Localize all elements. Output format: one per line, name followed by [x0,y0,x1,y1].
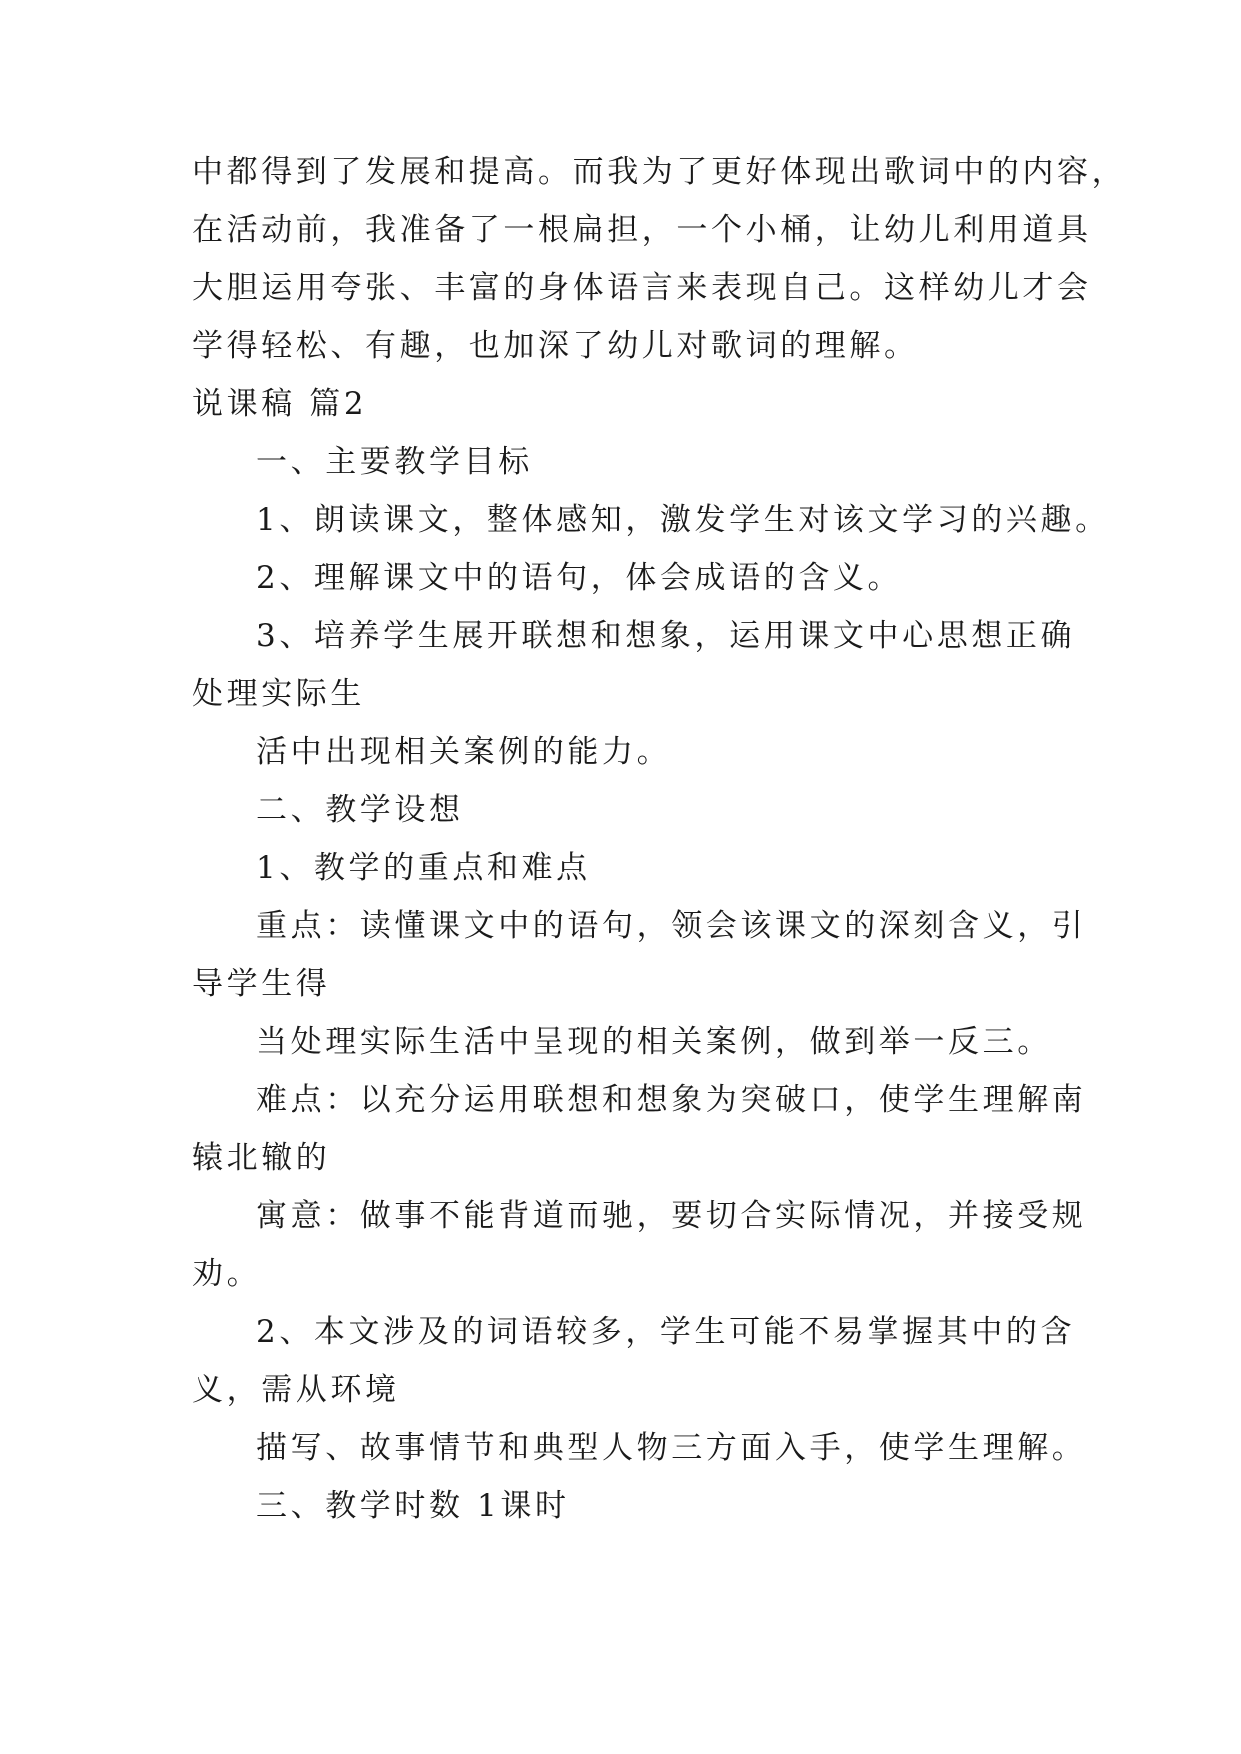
text-line: 劝。 [192,1256,262,1292]
text-line: 寓意：做事不能背道而驰，要切合实际情况，并接受规 [256,1198,1087,1234]
text-line: 导学生得 [192,966,331,1002]
text-line: 2、理解课文中的语句，体会成语的含义。 [256,560,903,596]
text-line: 描写、故事情节和典型人物三方面入手，使学生理解。 [256,1430,1087,1466]
text-line: 活中出现相关案例的能力。 [256,734,672,770]
text-line: 辕北辙的 [192,1140,331,1176]
text-line: 二、教学设想 [256,792,464,828]
text-line: 当处理实际生活中呈现的相关案例，做到举一反三。 [256,1024,1052,1060]
section-heading: 说课稿 篇2 [192,386,368,422]
text-line: 重点：读懂课文中的语句，领会该课文的深刻含义，引 [256,908,1087,944]
text-line: 在活动前，我准备了一根扁担，一个小桶，让幼儿利用道具 [192,212,1092,248]
text-line: 中都得到了发展和提高。而我为了更好体现出歌词中的内容， [192,154,1127,190]
text-line: 学得轻松、有趣，也加深了幼儿对歌词的理解。 [192,328,919,364]
text-line: 三、教学时数 1课时 [256,1488,570,1524]
text-line: 3、培养学生展开联想和想象，运用课文中心思想正确 [256,618,1076,654]
text-line: 一、主要教学目标 [256,444,533,480]
text-line: 大胆运用夸张、丰富的身体语言来表现自己。这样幼儿才会 [192,270,1092,306]
text-line: 义，需从环境 [192,1372,400,1408]
text-line: 1、朗读课文，整体感知，激发学生对该文学习的兴趣。 [256,502,1110,538]
text-line: 处理实际生 [192,676,365,712]
text-line: 难点：以充分运用联想和想象为突破口，使学生理解南 [256,1082,1087,1118]
text-line: 2、本文涉及的词语较多，学生可能不易掌握其中的含 [256,1314,1076,1350]
text-line: 1、教学的重点和难点 [256,850,591,886]
